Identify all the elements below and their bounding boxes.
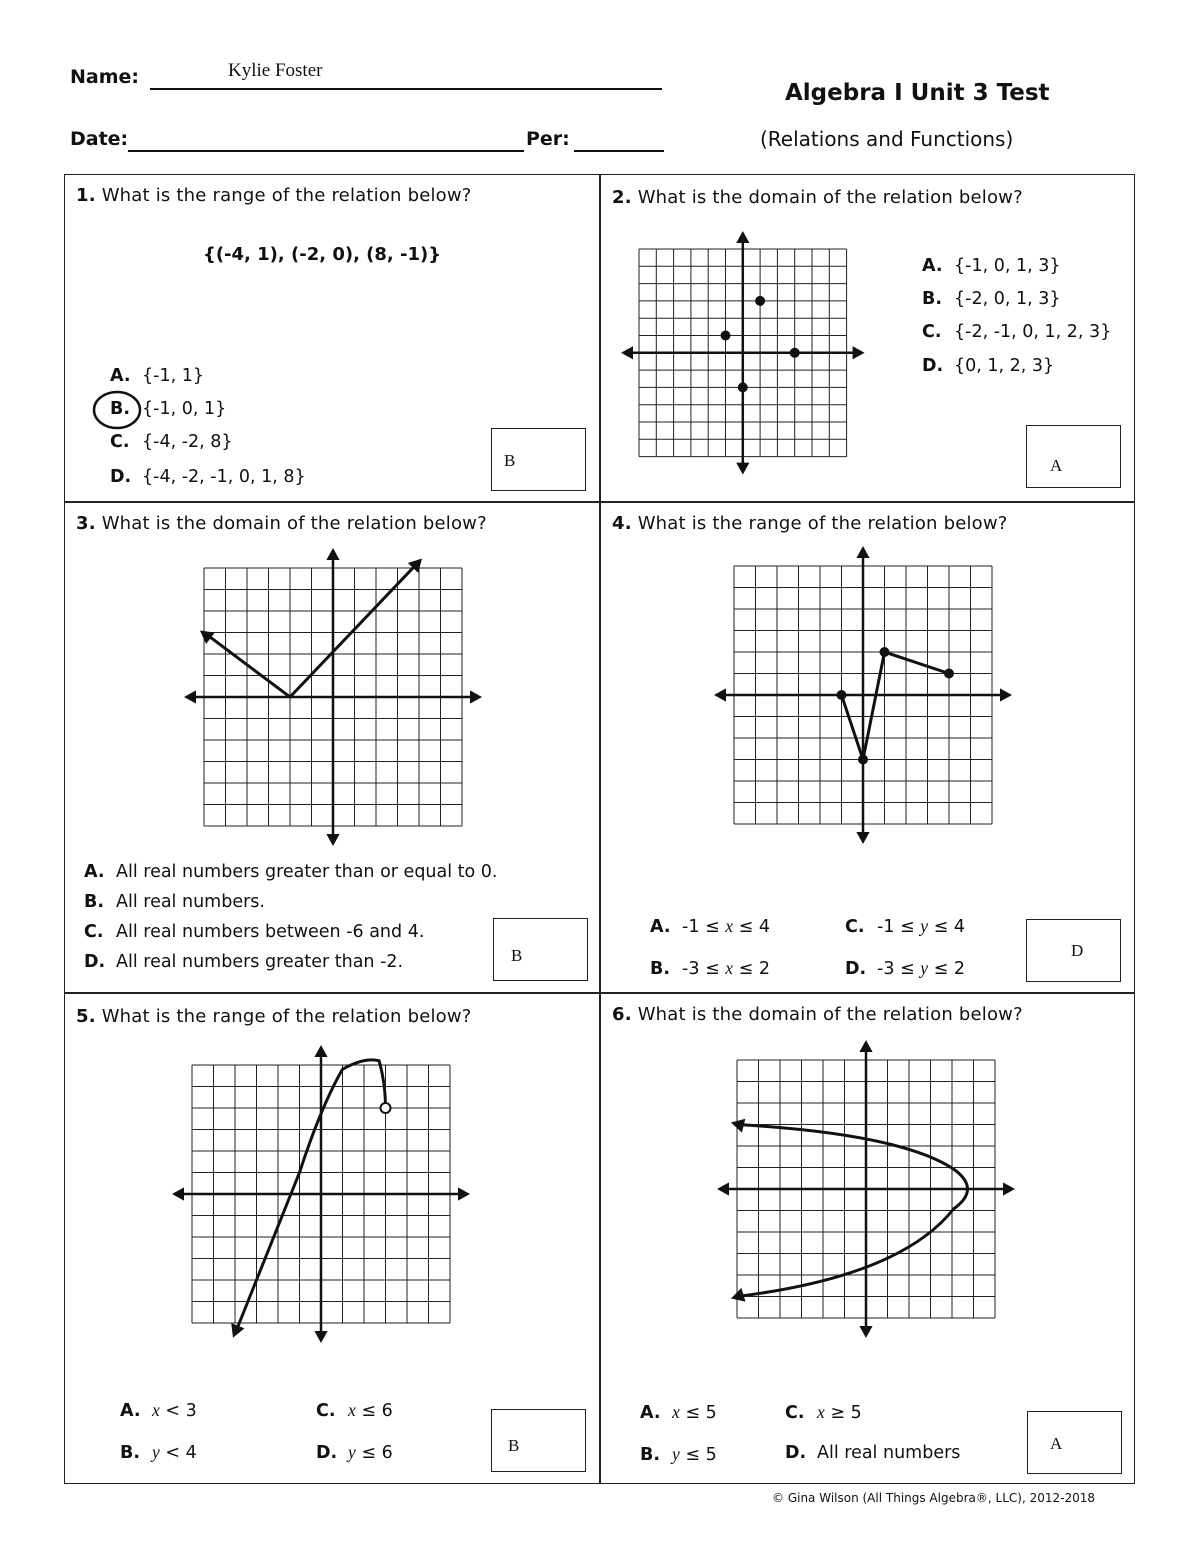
option-b[interactable] [640,1444,717,1465]
arrowhead [184,690,196,703]
option-letter: A. [650,917,671,937]
option-post: < 4 [159,1443,197,1463]
per-label: Per: [526,128,570,150]
option-c[interactable] [845,916,965,937]
question-text: What is the range of the relation below? [101,1006,472,1027]
question-number: 2. [612,187,632,208]
option-letter: D. [316,1443,338,1463]
option-letter: D. [110,467,132,487]
coordinate-graph [712,1040,1022,1340]
option-d[interactable] [316,1442,393,1463]
data-point [944,669,954,679]
option-letter: A. [84,862,105,882]
option-d[interactable] [110,467,306,487]
option-a[interactable] [120,1400,197,1421]
question-6 [612,1004,1023,1025]
answer-value: A [1050,456,1063,475]
option-var: x [152,1400,160,1420]
answer-value: B [504,451,516,470]
option-text: {-1, 0, 1, 3} [954,256,1061,276]
answer-circle-mark [90,390,145,432]
date-line[interactable] [128,150,524,152]
question-text: What is the range of the relation below? [637,513,1008,534]
option-letter: B. [84,892,104,912]
data-point [858,755,868,765]
arrowhead [859,1040,872,1052]
arrowhead [314,1045,327,1057]
name-label: Name: [70,66,140,88]
coordinate-graph [180,550,480,850]
option-text: {-1, 0, 1} [142,399,227,419]
option-b[interactable] [120,1442,197,1463]
option-letter: C. [922,322,942,342]
question-3 [76,513,487,534]
question-number: 6. [612,1004,632,1025]
answer-value: D [1071,941,1084,960]
option-post: ≤ 4 [733,917,770,937]
arrowhead [736,463,749,475]
option-post: ≤ 5 [679,1403,717,1423]
question-number: 1. [76,185,96,206]
option-text: {-4, -2, 8} [142,432,233,452]
option-letter: B. [120,1443,140,1463]
arrowhead [731,1119,745,1133]
option-text: {0, 1, 2, 3} [954,356,1055,376]
test-subtitle: (Relations and Functions) [760,127,1014,151]
option-c[interactable] [110,432,233,452]
arrowhead [731,1288,746,1302]
function-curve [842,652,950,760]
question-2 [612,187,1023,208]
option-var: y [152,1442,160,1462]
name-value: Kylie Foster [228,60,323,81]
option-text: {-4, -2, -1, 0, 1, 8} [142,467,306,487]
option-letter: A. [922,256,943,276]
question-text: What is the range of the relation below? [101,185,472,206]
option-c[interactable] [316,1400,393,1421]
arrowhead [853,346,865,359]
option-pre: -3 ≤ [682,959,726,979]
option-a[interactable] [110,366,204,386]
option-post: ≤ 6 [355,1443,393,1463]
arrowhead [621,346,633,359]
answer-box[interactable] [1026,425,1121,488]
data-point [880,647,890,657]
question-text: What is the domain of the relation below? [101,513,487,534]
copyright-notice: © Gina Wilson (All Things Algebra®, LLC), 2012-2018 [772,1491,1095,1505]
question-1 [76,185,472,206]
name-line[interactable] [150,88,662,90]
option-text: All real numbers between -6 and 4. [116,922,425,942]
option-a[interactable] [640,1402,717,1423]
option-letter: B. [640,1445,660,1465]
data-point [790,348,800,358]
option-b[interactable] [650,958,770,979]
question-4 [612,513,1008,534]
coordinate-graph [618,230,868,480]
arrowhead [314,1331,327,1343]
option-var: x [817,1402,825,1422]
option-pre: -1 ≤ [682,917,726,937]
option-letter: B. [110,399,130,419]
option-text: All real numbers greater than or equal to 0. [116,862,498,882]
option-a[interactable] [84,862,498,882]
question-text: What is the domain of the relation below? [637,1004,1023,1025]
date-label: Date: [70,128,129,150]
per-line[interactable] [574,150,664,152]
option-var: x [725,916,734,936]
arrowhead [859,1326,872,1338]
data-point [721,331,731,341]
answer-value: B [511,946,523,965]
option-post: ≤ 6 [355,1401,393,1421]
option-a[interactable] [922,256,1061,276]
option-post: ≤ 2 [733,959,770,979]
grid-divider-row2 [64,992,1135,994]
option-letter: B. [650,959,670,979]
option-pre: All real numbers [817,1443,961,1463]
grid-divider-vertical [599,174,601,1484]
option-text: All real numbers greater than -2. [116,952,404,972]
option-text: All real numbers. [116,892,265,912]
option-letter: C. [110,432,130,452]
option-d[interactable] [845,958,965,979]
option-post: ≤ 5 [679,1445,717,1465]
arrowhead [172,1187,184,1200]
question-number: 5. [76,1006,96,1027]
option-c[interactable] [84,922,424,942]
answer-box[interactable] [493,918,588,981]
option-letter: C. [84,922,104,942]
coordinate-graph [710,550,1010,850]
option-letter: D. [785,1443,807,1463]
option-text: {-2, -1, 0, 1, 2, 3} [954,322,1112,342]
option-letter: B. [922,289,942,309]
option-letter: C. [845,917,865,937]
relation-set: {(-4, 1), (-2, 0), (8, -1)} [203,244,442,265]
option-c[interactable] [922,322,1111,342]
data-point [755,296,765,306]
option-c[interactable] [785,1402,862,1423]
option-var: x [348,1400,356,1420]
option-b[interactable] [84,892,265,912]
answer-value: B [508,1436,520,1455]
option-var: y [672,1444,680,1464]
open-endpoint [381,1103,391,1113]
option-pre: -1 ≤ [877,917,921,937]
option-var: x [725,958,734,978]
test-title: Algebra I Unit 3 Test [785,80,1050,106]
option-letter: A. [110,366,131,386]
arrowhead [1003,1182,1015,1195]
option-letter: A. [640,1403,661,1423]
question-text: What is the domain of the relation below? [637,187,1023,208]
option-post: ≤ 4 [928,917,965,937]
option-d[interactable] [922,356,1054,376]
option-letter: A. [120,1401,141,1421]
option-letter: D. [922,356,944,376]
question-5 [76,1006,472,1027]
option-d[interactable] [84,952,403,972]
arrowhead [856,832,869,844]
option-d[interactable] [785,1442,960,1463]
answer-box[interactable] [1027,1411,1122,1474]
arrowhead [326,548,339,560]
option-letter: D. [84,952,106,972]
data-point [738,382,748,392]
option-letter: C. [316,1401,336,1421]
option-var: y [920,916,929,936]
question-number: 3. [76,513,96,534]
coordinate-graph [168,1045,468,1345]
option-var: y [348,1442,356,1462]
answer-value: A [1050,1434,1063,1453]
arrowhead [326,834,339,846]
data-point [837,690,847,700]
option-post: < 3 [159,1401,197,1421]
option-var: y [920,958,929,978]
option-post: ≥ 5 [824,1403,862,1423]
option-b[interactable] [922,289,1061,309]
grid-divider-row1 [64,501,1135,503]
question-number: 4. [612,513,632,534]
option-text: {-1, 1} [142,366,204,386]
answer-box[interactable] [491,1409,586,1472]
option-var: x [672,1402,680,1422]
function-curve [235,1060,386,1334]
option-letter: D. [845,959,867,979]
option-text: {-2, 0, 1, 3} [954,289,1061,309]
option-a[interactable] [650,916,770,937]
arrowhead [714,688,726,701]
arrowhead [717,1182,729,1195]
option-letter: C. [785,1403,805,1423]
option-post: ≤ 2 [928,959,965,979]
arrowhead [736,231,749,243]
option-pre: -3 ≤ [877,959,921,979]
